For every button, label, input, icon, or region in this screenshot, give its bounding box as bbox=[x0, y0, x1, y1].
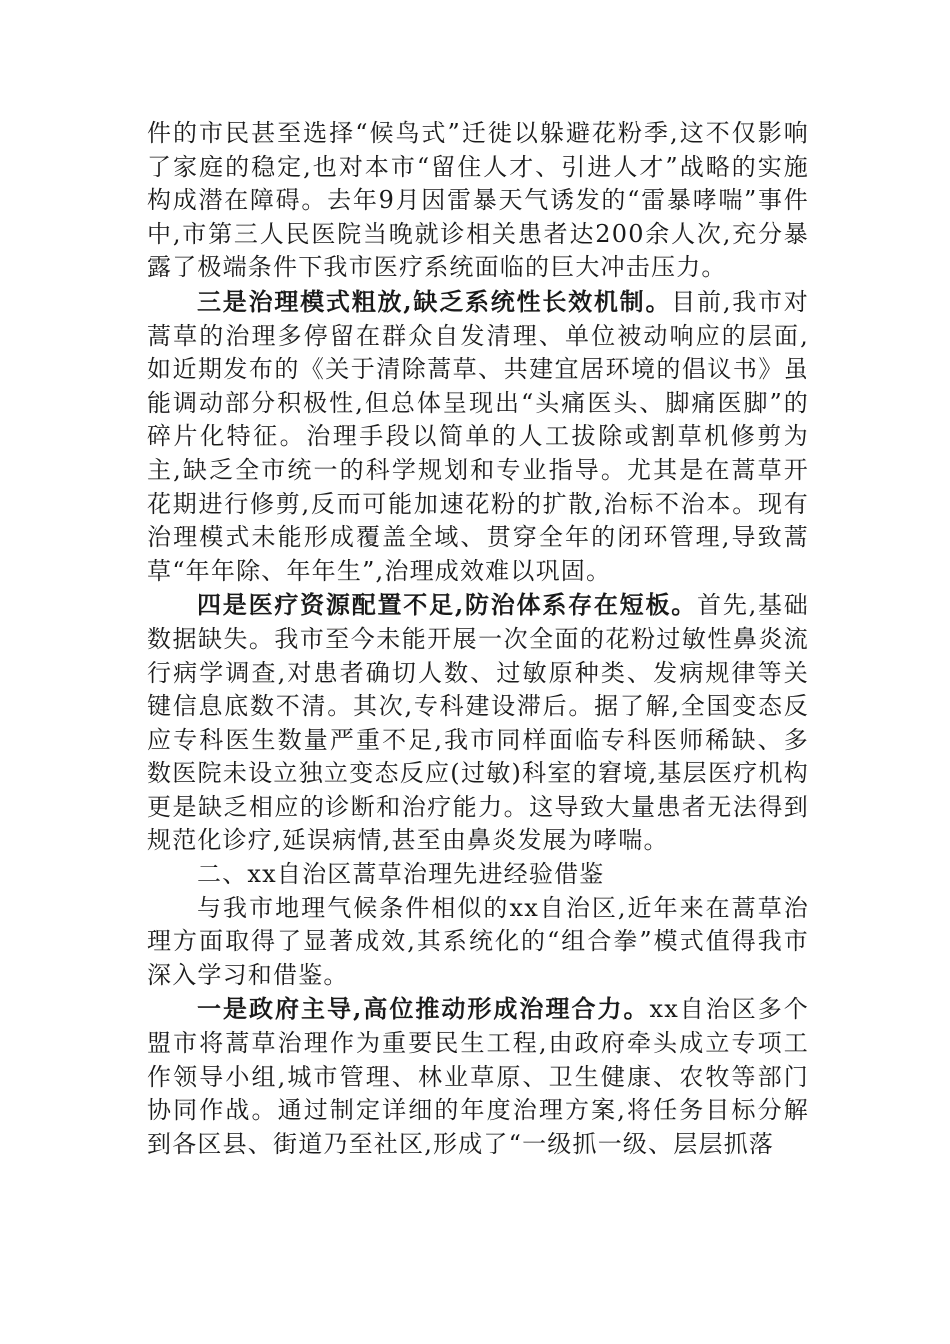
paragraph-text: 件的市民甚至选择“候鸟式”迁徙以躲避花粉季,这不仅影响了家庭的稳定,也对本市“留住人才、引进人才”战略的实施构成潜在障碍。去年9月因雷暴天气诱发的“雷暴哮喘”事件中,市第三人民医院当晚就诊相关患者达200余人次,充分暴露了极端条件下我市医疗系统面临的巨大冲击压力。 bbox=[147, 119, 809, 282]
paragraph-text: 目前,我市对蒿草的治理多停留在群众自发清理、单位被动响应的层面,如近期发布的《关于清除蒿草、共建宜居环境的倡议书》虽能调动部分积极性,但总体呈现出“头痛医头、脚痛医脚”的碎片化特征。治理手段以简单的人工拔除或割草机修剪为主,缺乏全市统一的科学规划和专业指导。尤其是在蒿草开花期进行修剪,反而可能加速花粉的扩散,治标不治本。现有治理模式未能形成覆盖全域、贯穿全年的闭环管理,导致蒿草“年年除、年年生”,治理成效难以巩固。 bbox=[147, 287, 809, 585]
section-heading bbox=[147, 858, 809, 892]
paragraph-intro bbox=[147, 892, 809, 993]
paragraph-text: 与我市地理气候条件相似的xx自治区,近年来在蒿草治理方面取得了显著成效,其系统化的“组合拳”模式值得我市深入学习和借鉴。 bbox=[147, 893, 809, 989]
paragraph-text: 首先,基础数据缺失。我市至今未能开展一次全面的花粉过敏性鼻炎流行病学调查,对患者确切人数、过敏原种类、发病规律等关键信息底数不清。其次,专科建设滞后。据了解,全国变态反应专科医生数量严重不足,我市同样面临专科医师稀缺、多数医院未设立独立变态反应(过敏)科室的窘境,基层医疗机构更是缺乏相应的诊断和治疗能力。这导致大量患者无法得到规范化诊疗,延误病情,甚至由鼻炎发展为哮喘。 bbox=[147, 591, 809, 855]
paragraph-lead: 三是治理模式粗放,缺乏系统性长效机制。 bbox=[197, 286, 672, 316]
paragraph-text: xx自治区多个盟市将蒿草治理作为重要民生工程,由政府牵头成立专项工作领导小组,城市管理、林业草原、卫生健康、农牧等部门协同作战。通过制定详细的年度治理方案,将任务目标分解到各区县、街道乃至社区,形成了“一级抓一级、层层抓落 bbox=[147, 995, 809, 1158]
document-page bbox=[147, 117, 809, 1161]
paragraph-point-three bbox=[147, 285, 809, 588]
section-heading-text: 二、xx自治区蒿草治理先进经验借鉴 bbox=[197, 860, 605, 889]
paragraph-point-one bbox=[147, 992, 809, 1161]
paragraph-lead: 四是医疗资源配置不足,防治体系存在短板。 bbox=[197, 590, 698, 620]
paragraph-continued bbox=[147, 117, 809, 285]
paragraph-point-four bbox=[147, 588, 809, 858]
paragraph-lead: 一是政府主导,高位推动形成治理合力。 bbox=[197, 994, 650, 1024]
